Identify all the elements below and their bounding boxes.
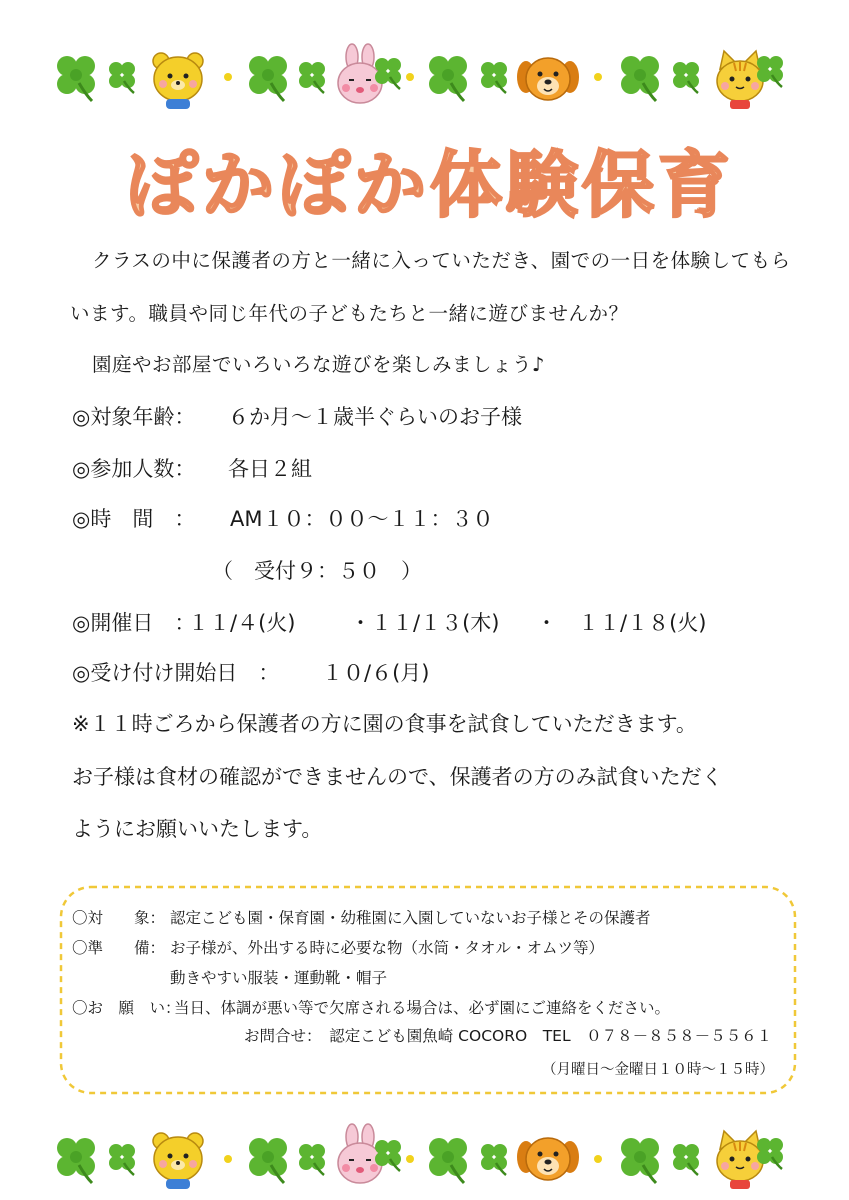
- notice-prep-value-2: 動きやすい服装・運動靴・帽子: [170, 969, 388, 987]
- intro-line-1: クラスの中に保護者の方と一緒に入っていただき、園での一日を体験してもら: [92, 249, 791, 272]
- age-value: ６か月～１歳半ぐらいのお子様: [228, 405, 522, 429]
- top-decorative-border: [50, 35, 790, 115]
- notice-box: [58, 884, 798, 1096]
- notice-request-label: 〇お 願 い：: [72, 999, 181, 1017]
- date-2: ・１１/１３(木): [350, 611, 500, 635]
- notice-target-value: 認定こども園・保育園・幼稚園に入園していないお子様とその保護者: [170, 909, 651, 927]
- notice-prep-label: 〇準 備：: [72, 939, 166, 957]
- meal-note-line-3: ようにお願いいたします。: [72, 817, 323, 841]
- meal-note-line-2: お子様は食材の確認ができませんので、保護者の方のみ試食いただく: [72, 765, 723, 789]
- meal-note-line-1: ※１１時ごろから保護者の方に園の食事を試食していただきます。: [72, 712, 697, 736]
- clover-animal-border-top: [50, 35, 790, 115]
- title-banner: [60, 140, 800, 230]
- time-value: AM１０：００～１１：３０: [230, 507, 494, 531]
- page-title: ぽかぽか体験保育: [125, 143, 735, 227]
- people-value: 各日２組: [228, 457, 312, 481]
- date-3: ・ １１/１８(火): [536, 611, 707, 635]
- intro-line-3: 園庭やお部屋でいろいろな遊びを楽しみましょう♪: [92, 353, 545, 376]
- date-1: １１/４(火): [188, 611, 296, 635]
- intro-line-2: います。職員や同じ年代の子どもたちと一緒に遊びませんか？: [70, 302, 629, 325]
- notice-target-label: 〇対 象：: [72, 909, 166, 927]
- notice-request-value: 当日、体調が悪い等で欠席される場合は、必ず園にご連絡をください。: [174, 999, 671, 1017]
- people-label: ◎参加人数：: [72, 457, 196, 481]
- clover-animal-border-bottom: [50, 1115, 790, 1195]
- title-svg: [60, 140, 800, 230]
- notice-prep-value-1: お子様が、外出する時に必要な物（水筒・タオル・オムツ等）: [170, 939, 605, 957]
- contact-info: お問合せ： 認定こども園魚崎 COCORO TEL ０７８－８５８－５５６１: [244, 1027, 773, 1045]
- dates-label: ◎開催日 ：: [72, 611, 196, 635]
- start-label: ◎受け付け開始日 ：: [72, 661, 280, 685]
- bottom-decorative-border: [50, 1115, 790, 1195]
- contact-hours: （月曜日～金曜日１０時～１５時）: [542, 1062, 774, 1078]
- time-label: ◎時 間 ：: [72, 507, 196, 531]
- start-value: １０/６(月): [322, 661, 430, 685]
- age-label: ◎対象年齢：: [72, 405, 196, 429]
- reception-value: （ 受付９：５０ ）: [212, 559, 422, 583]
